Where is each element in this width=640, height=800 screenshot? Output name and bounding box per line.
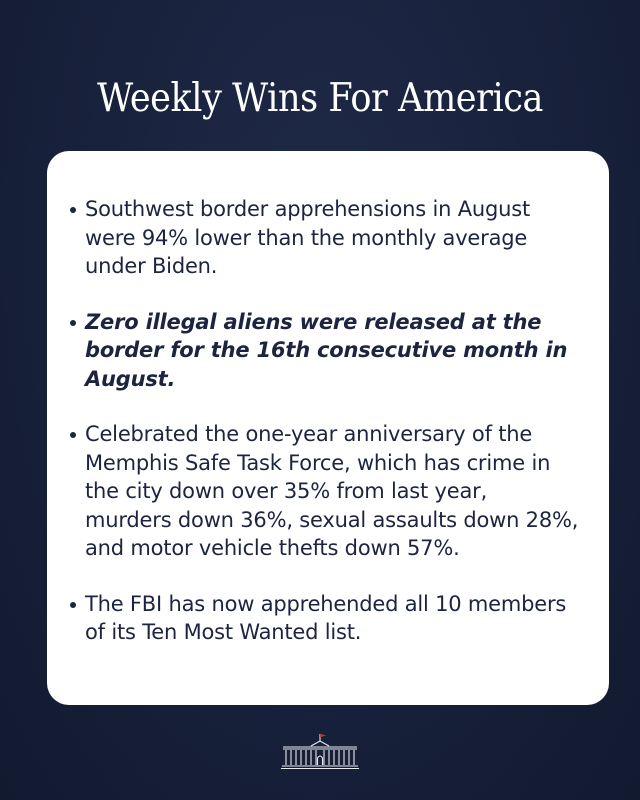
list-item: Zero illegal aliens were released at the border for the 16th consecutive month in August. [69,308,579,394]
wins-card [47,151,609,705]
list-item: The FBI has now apprehended all 10 members of its Ten Most Wanted list. [69,590,579,647]
page-title: Weekly Wins For America [97,76,543,121]
wins-list [69,195,579,647]
list-item: Southwest border apprehensions in August were 94% lower than the monthly average under Biden. [69,195,579,281]
list-item: Celebrated the one-year anniversary of the Memphis Safe Task Force, which has crime in the city down over 35% from last year, murders down 36%, sexual assaults down 28%, and motor vehicle thefts down 57%. [69,420,579,563]
white-house-logo [280,732,360,772]
